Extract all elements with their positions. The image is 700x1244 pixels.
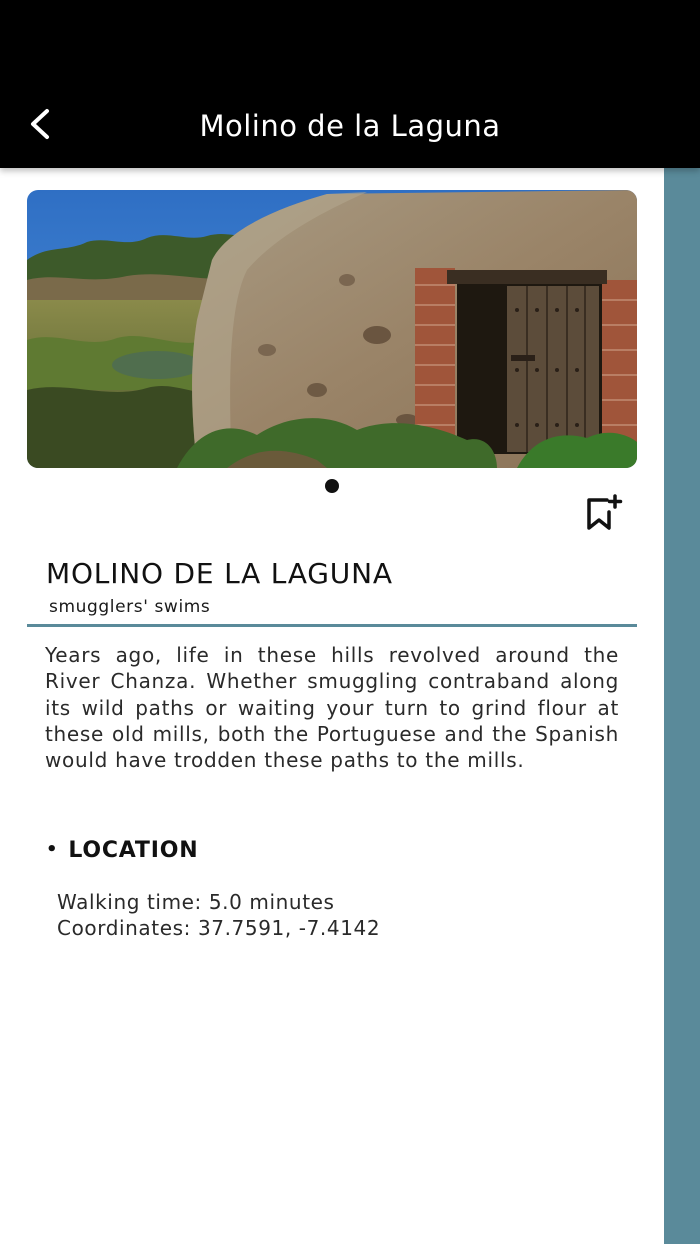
app-bar bbox=[0, 56, 700, 168]
place-subtitle: smugglers' swims bbox=[49, 597, 211, 617]
location-heading-label: LOCATION bbox=[68, 838, 199, 863]
gallery-pager-dot[interactable] bbox=[325, 479, 339, 493]
status-bar bbox=[0, 0, 700, 56]
detail-content bbox=[0, 168, 664, 1244]
title-divider bbox=[27, 624, 637, 627]
bookmark-add-button[interactable] bbox=[582, 494, 624, 534]
bullet-icon: • bbox=[46, 839, 59, 860]
place-description: Years ago, life in these hills revolved around the River Chanza. Whether smuggling contraband along its wild paths or waiting your turn to grind flour at these old mills, both the Portuguese and the Spanish would have trodden these paths to the mills. bbox=[45, 643, 619, 773]
mill-photo[interactable] bbox=[27, 190, 637, 468]
place-name: MOLINO DE LA LAGUNA bbox=[46, 557, 393, 590]
coordinates: Coordinates: 37.7591, -7.4142 bbox=[57, 916, 381, 940]
bookmark-add-icon bbox=[583, 494, 623, 534]
page-title: Molino de la Laguna bbox=[199, 109, 501, 143]
side-panel-edge bbox=[664, 168, 700, 1244]
location-heading bbox=[46, 836, 198, 865]
walking-time: Walking time: 5.0 minutes bbox=[57, 890, 335, 914]
